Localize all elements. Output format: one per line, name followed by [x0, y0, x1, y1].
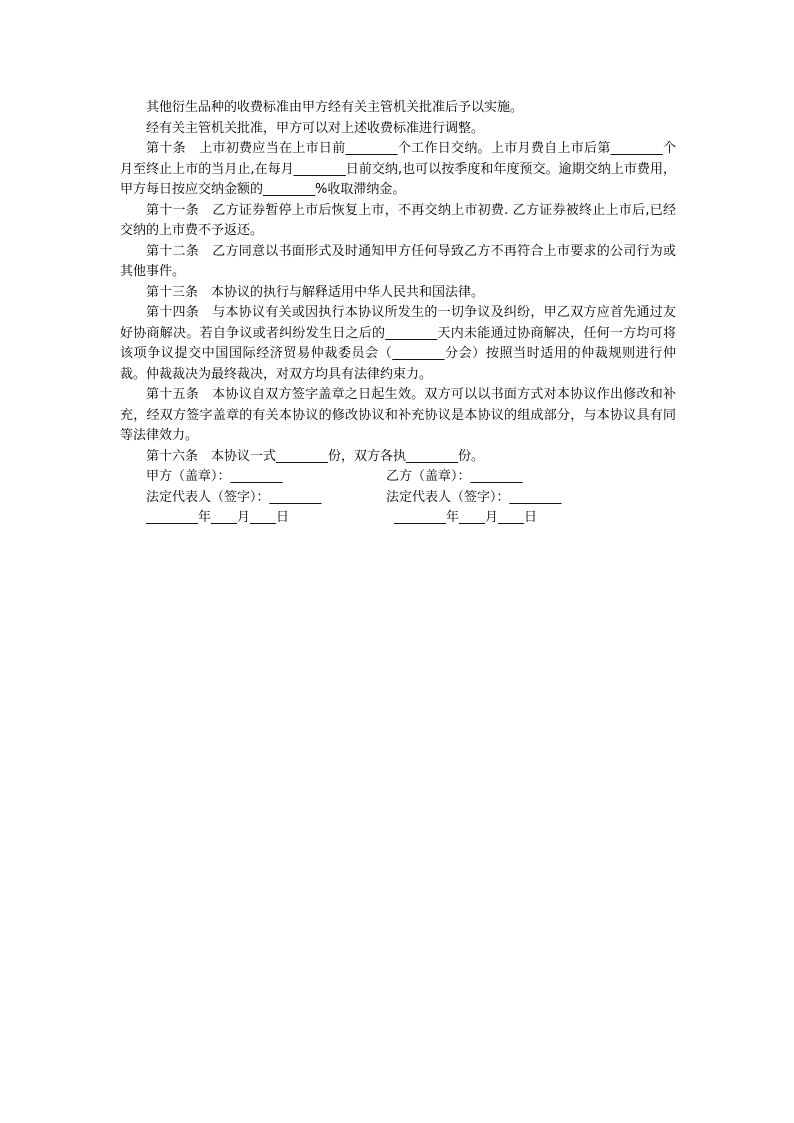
- party-a-representative: 法定代表人（签字）：________: [146, 489, 322, 505]
- party-a-seal: 甲方（盖章）：________: [146, 469, 283, 484]
- party-b-representative: 法定代表人（签字）：________: [386, 489, 562, 505]
- signature-representative-row: [120, 488, 676, 509]
- party-a-date: ________年____月____日: [146, 510, 290, 525]
- article-12: 第十二条 乙方同意以书面形式及时通知甲方任何导致乙方不再符合上市要求的公司行为或其他事件。: [120, 243, 676, 279]
- signature-seal-row: [120, 467, 676, 488]
- article-11: 第十一条 乙方证券暂停上市后恢复上市，不再交纳上市初费. 乙方证券被终止上市后,已经交纳的上市费不予返还。: [120, 202, 676, 238]
- party-b-date: ________年____月____日: [394, 510, 538, 525]
- article-13: 第十三条 本协议的执行与解释适用中华人民共和国法律。: [146, 284, 485, 300]
- article-16: 第十六条 本协议一式________份，双方各执________份。: [146, 448, 485, 464]
- article-15: 第十五条 本协议自双方签字盖章之日起生效。双方可以以书面方式对本协议作出修改和补充，经双方签字盖章的有关本协议的修改协议和补充协议是本协议的组成部分，与本协议具有同等法律效力。: [120, 387, 676, 443]
- signature-date-row: [120, 508, 676, 529]
- paragraph-fee-adjustment: 经有关主管机关批准，甲方可以对上述收费标准进行调整。: [146, 120, 485, 136]
- party-b-seal: 乙方（盖章）：________: [386, 469, 523, 484]
- article-14: 第十四条 与本协议有关或因执行本协议所发生的一切争议及纠纷，甲乙双方应首先通过友好协商解决。若自争议或者纠纷发生日之后的________天内未能通过协商解决，任何一方均可将该项争议提交中国国际经济贸易仲裁委员会（________分会）按照当时适用的仲裁规则进行仲裁。仲裁裁决为最终裁决，对双方均具有法律约束力。: [120, 305, 676, 382]
- paragraph-derivatives-fee: 其他衍生品种的收费标准由甲方经有关主管机关批准后予以实施。: [146, 100, 524, 115]
- document-page: [120, 98, 676, 529]
- article-10: 第十条 上市初费应当在上市日前________个工作日交纳。上市月费自上市后第________个月至终止上市的当月止,在每月________日前交纳,也可以按季度和年度预交。逾期交纳上市费用，甲方每日按应交纳金额的________%收取滞纳金。: [120, 141, 676, 197]
